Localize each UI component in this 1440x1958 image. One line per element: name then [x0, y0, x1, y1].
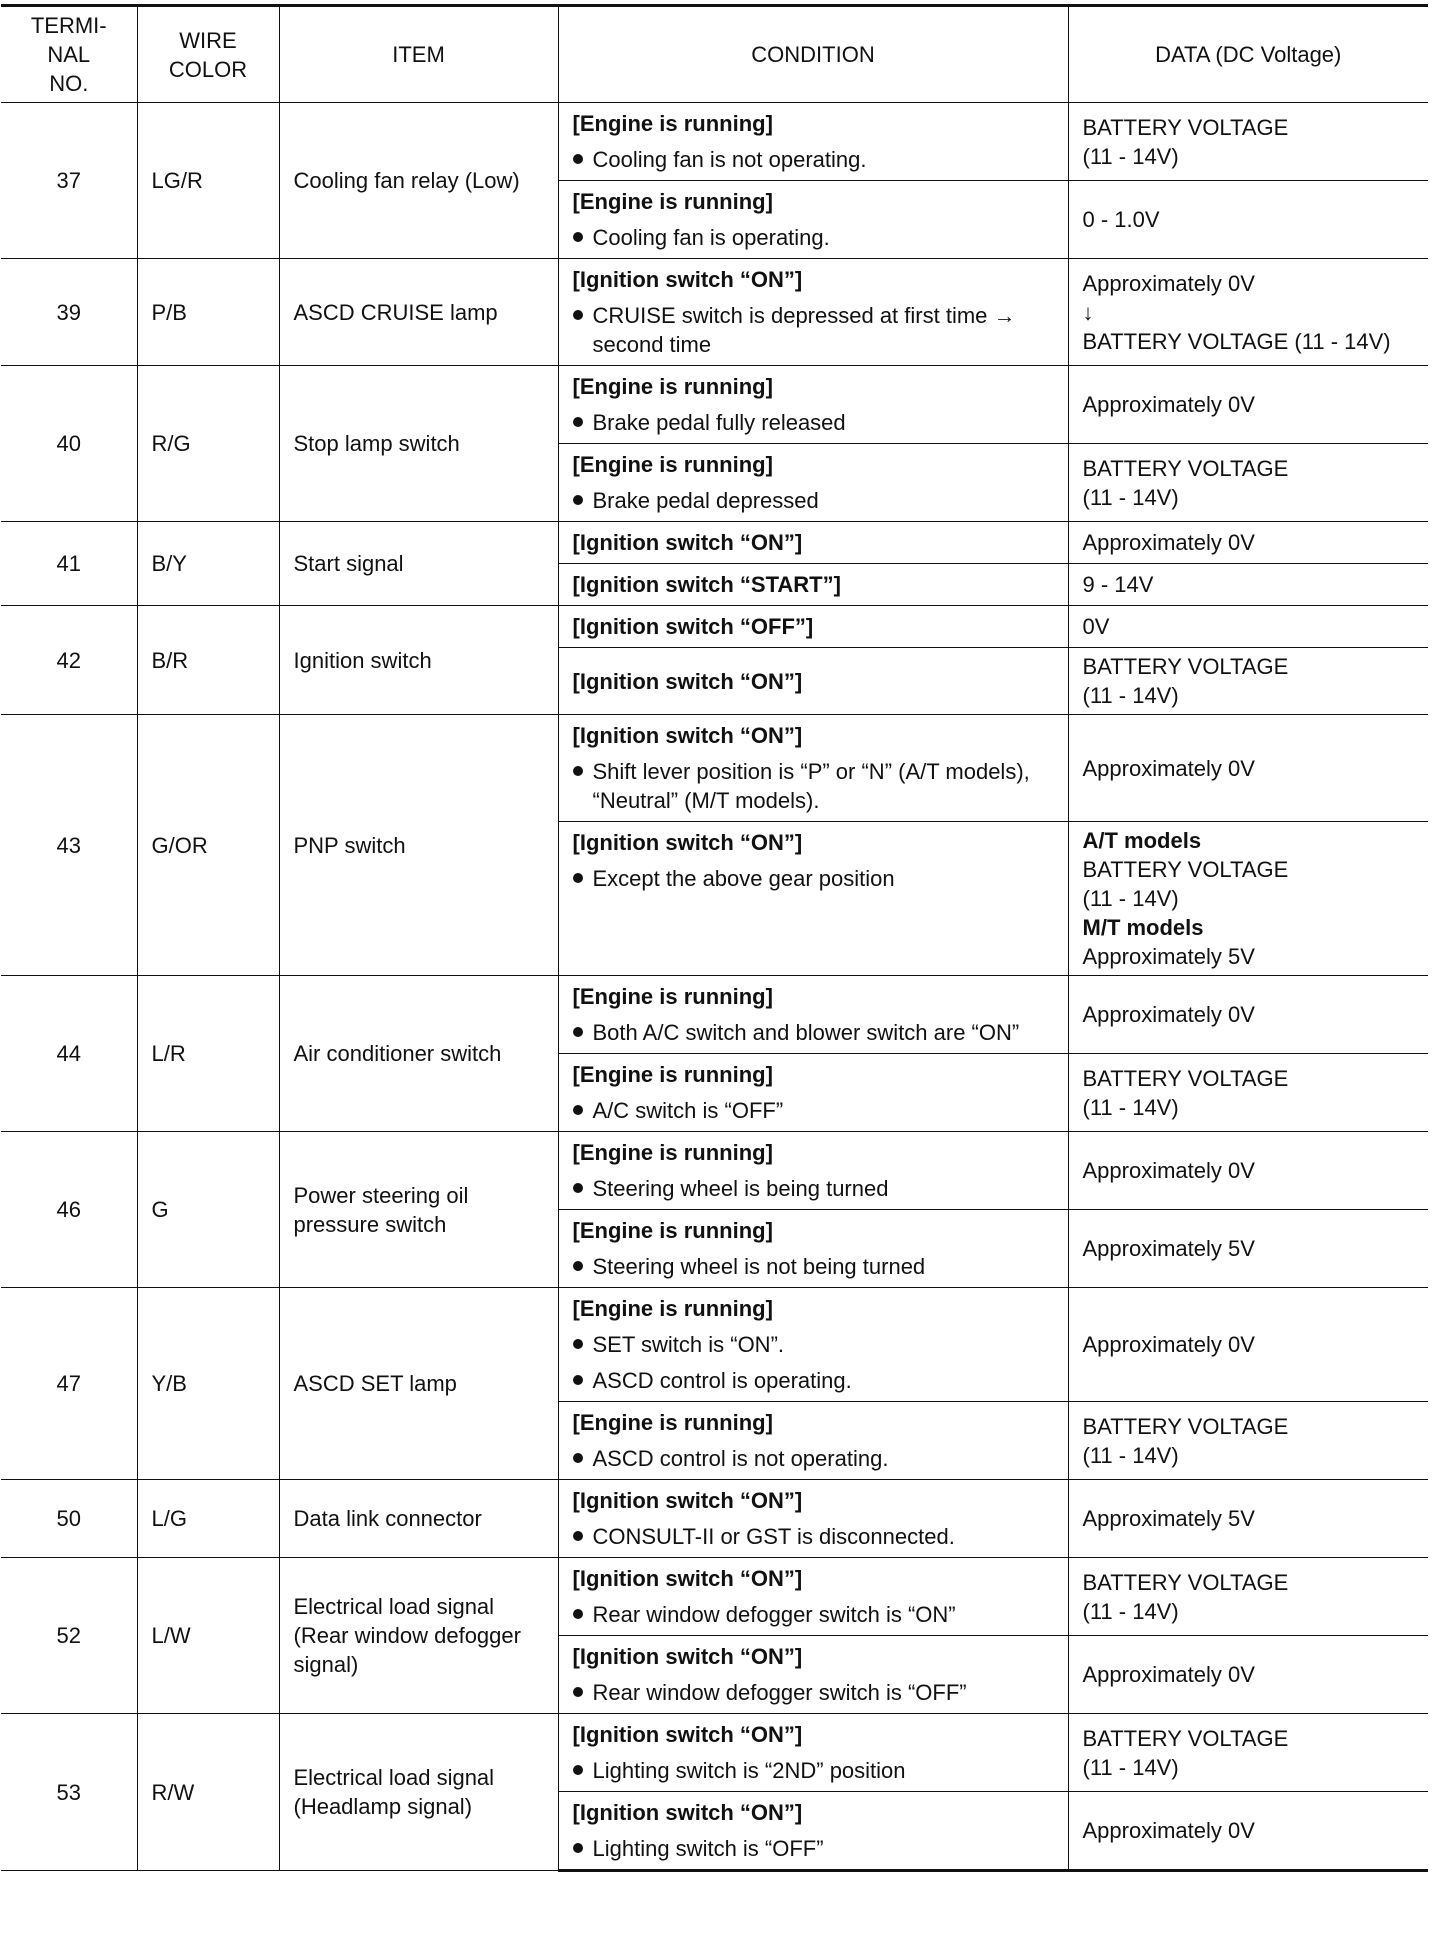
bullet-dot-icon	[573, 1531, 583, 1541]
bullet-dot-icon	[573, 1027, 583, 1037]
data-voltage-line: Approximately 0V	[1082, 1818, 1255, 1843]
data-voltage-line: BATTERY VOLTAGE	[1082, 114, 1289, 140]
wire-color: B/R	[137, 606, 279, 715]
bullet-dot-icon	[573, 1261, 583, 1271]
condition-header: [Ignition switch “ON”]	[572, 530, 803, 555]
condition-header: [Ignition switch “ON”]	[572, 1566, 803, 1591]
condition-cell	[558, 444, 1068, 522]
condition-bullet-text: CONSULT-II or GST is disconnected.	[592, 1524, 955, 1549]
condition-cell	[558, 259, 1068, 366]
condition-header: [Engine is running]	[572, 1140, 773, 1165]
condition-bullet	[573, 408, 1060, 437]
data-voltage-cell	[1068, 648, 1428, 715]
wire-color: L/R	[137, 976, 279, 1132]
condition-bullet-text: Brake pedal fully released	[592, 410, 846, 435]
bullet-dot-icon	[573, 1375, 583, 1385]
data-voltage-cell	[1068, 822, 1428, 976]
data-voltage-cell	[1068, 522, 1428, 564]
data-voltage-line: (11 - 14V)	[1082, 484, 1179, 510]
condition-bullet	[573, 1096, 1060, 1125]
header-wire-color: WIRE COLOR	[137, 6, 279, 103]
data-voltage-line: BATTERY VOLTAGE	[1082, 1725, 1289, 1751]
data-voltage-line: (11 - 14V)	[1082, 1442, 1179, 1468]
condition-bullet-text: Lighting switch is “2ND” position	[592, 1758, 906, 1783]
condition-header: [Engine is running]	[572, 111, 773, 136]
data-voltage-line: Approximately 0V	[1082, 270, 1255, 296]
data-voltage-cell	[1068, 181, 1428, 259]
header-item: ITEM	[279, 6, 558, 103]
item-name: ASCD CRUISE lamp	[279, 259, 558, 366]
terminal-number: 46	[1, 1132, 137, 1288]
data-voltage-line: BATTERY VOLTAGE (11 - 14V)	[1082, 328, 1391, 354]
condition-bullet	[573, 864, 1060, 893]
condition-bullet	[573, 1444, 1060, 1473]
condition-header: [Ignition switch “ON”]	[572, 723, 803, 748]
terminal-data-table	[1, 4, 1428, 1872]
bullet-dot-icon	[573, 310, 583, 320]
header-row	[1, 6, 1428, 103]
table-row	[1, 522, 1428, 564]
condition-bullet-text: Lighting switch is “OFF”	[592, 1836, 824, 1861]
condition-bullet	[573, 757, 1060, 815]
data-voltage-cell	[1068, 444, 1428, 522]
wire-color: R/W	[137, 1714, 279, 1871]
data-voltage-line: Approximately 5V	[1082, 1506, 1255, 1531]
data-voltage-line: BATTERY VOLTAGE	[1082, 1569, 1289, 1595]
condition-cell	[558, 1792, 1068, 1871]
data-voltage-line: Approximately 0V	[1082, 755, 1255, 781]
condition-header: [Engine is running]	[572, 1410, 773, 1435]
terminal-number: 53	[1, 1714, 137, 1871]
condition-bullet	[573, 1174, 1060, 1203]
data-voltage-line: BATTERY VOLTAGE	[1082, 1413, 1289, 1439]
condition-bullet	[573, 223, 1060, 252]
condition-header: [Ignition switch “ON”]	[572, 668, 803, 694]
condition-bullet	[573, 1018, 1060, 1047]
condition-header: [Engine is running]	[572, 374, 773, 399]
terminal-number: 43	[1, 715, 137, 976]
condition-bullet-text: Except the above gear position	[592, 866, 895, 891]
terminal-number: 47	[1, 1288, 137, 1480]
condition-cell	[558, 648, 1068, 715]
condition-cell	[558, 103, 1068, 181]
condition-bullet-text: Brake pedal depressed	[592, 488, 819, 513]
condition-cell	[558, 1558, 1068, 1636]
table-row	[1, 1714, 1428, 1792]
condition-bullet-text: Rear window defogger switch is “ON”	[592, 1602, 956, 1627]
condition-header: [Ignition switch “ON”]	[572, 1800, 803, 1825]
condition-bullet-text: Cooling fan is not operating.	[592, 147, 867, 172]
condition-bullet	[573, 486, 1060, 515]
bullet-dot-icon	[573, 1105, 583, 1115]
terminal-number: 41	[1, 522, 137, 606]
condition-bullet	[573, 1366, 1060, 1395]
data-voltage-cell	[1068, 606, 1428, 648]
data-voltage-line: Approximately 0V	[1082, 1662, 1255, 1687]
bullet-dot-icon	[573, 1453, 583, 1463]
wire-color: Y/B	[137, 1288, 279, 1480]
data-voltage-line: Approximately 0V	[1082, 1158, 1255, 1183]
table-row	[1, 366, 1428, 444]
item-name: Stop lamp switch	[279, 366, 558, 522]
data-voltage-line: (11 - 14V)	[1082, 886, 1179, 911]
condition-header: [Ignition switch “OFF”]	[572, 614, 814, 639]
condition-bullet-text: CRUISE switch is depressed at first time → second time	[592, 303, 1016, 357]
condition-header: [Engine is running]	[572, 1218, 773, 1243]
condition-cell	[558, 1636, 1068, 1714]
condition-header: [Ignition switch “ON”]	[572, 1722, 803, 1747]
condition-cell	[558, 522, 1068, 564]
data-voltage-cell	[1068, 715, 1428, 822]
terminal-number: 39	[1, 259, 137, 366]
condition-cell	[558, 1480, 1068, 1558]
data-voltage-line: BATTERY VOLTAGE	[1082, 857, 1289, 882]
condition-cell	[558, 1210, 1068, 1288]
data-voltage-line: Approximately 0V	[1082, 530, 1255, 555]
data-voltage-line: Approximately 5V	[1082, 944, 1255, 969]
table-row	[1, 1288, 1428, 1402]
data-voltage-cell	[1068, 564, 1428, 606]
table-row	[1, 259, 1428, 366]
condition-bullet-text: Rear window defogger switch is “OFF”	[592, 1680, 967, 1705]
bullet-dot-icon	[573, 1339, 583, 1349]
data-voltage-cell	[1068, 1558, 1428, 1636]
wire-color: G/OR	[137, 715, 279, 976]
data-voltage-line: Approximately 0V	[1082, 1002, 1255, 1027]
data-voltage-cell	[1068, 1288, 1428, 1402]
condition-header: [Engine is running]	[572, 1296, 773, 1321]
data-voltage-line: A/T models	[1082, 828, 1202, 853]
table-row	[1, 103, 1428, 181]
wire-color: B/Y	[137, 522, 279, 606]
condition-cell	[558, 822, 1068, 976]
item-name: Cooling fan relay (Low)	[279, 103, 558, 259]
terminal-number: 37	[1, 103, 137, 259]
data-voltage-line: (11 - 14V)	[1082, 1754, 1179, 1780]
data-voltage-line: 0 - 1.0V	[1082, 207, 1160, 232]
item-name: ASCD SET lamp	[279, 1288, 558, 1480]
bullet-dot-icon	[573, 1183, 583, 1193]
bullet-dot-icon	[573, 1609, 583, 1619]
data-voltage-cell	[1068, 1714, 1428, 1792]
terminal-number: 44	[1, 976, 137, 1132]
data-voltage-line: Approximately 5V	[1082, 1236, 1255, 1261]
table-body	[1, 103, 1428, 1871]
data-voltage-line: (11 - 14V)	[1082, 683, 1179, 708]
data-voltage-line: 9 - 14V	[1082, 572, 1154, 597]
condition-bullet-text: A/C switch is “OFF”	[592, 1098, 784, 1123]
item-name: Ignition switch	[279, 606, 558, 715]
data-voltage-line: (11 - 14V)	[1082, 143, 1179, 169]
condition-cell	[558, 1288, 1068, 1402]
condition-header: [Ignition switch “START”]	[572, 572, 841, 597]
condition-cell	[558, 1132, 1068, 1210]
table-row	[1, 1480, 1428, 1558]
terminal-number: 40	[1, 366, 137, 522]
condition-bullet-text: Shift lever position is “P” or “N” (A/T models), “Neutral” (M/T models).	[592, 759, 1030, 813]
condition-bullet	[573, 1522, 1060, 1551]
wire-color: G	[137, 1132, 279, 1288]
condition-bullet-text: Both A/C switch and blower switch are “ON”	[592, 1020, 1020, 1045]
wire-color: L/W	[137, 1558, 279, 1714]
item-name: Start signal	[279, 522, 558, 606]
data-voltage-cell	[1068, 1132, 1428, 1210]
item-name: Air conditioner switch	[279, 976, 558, 1132]
wire-color: LG/R	[137, 103, 279, 259]
data-voltage-line: ↓	[1082, 299, 1094, 325]
data-voltage-cell	[1068, 1480, 1428, 1558]
bullet-dot-icon	[573, 232, 583, 242]
terminal-number: 52	[1, 1558, 137, 1714]
data-voltage-line: BATTERY VOLTAGE	[1082, 1065, 1289, 1091]
condition-cell	[558, 181, 1068, 259]
condition-header: [Engine is running]	[572, 1062, 773, 1087]
item-name: Electrical load signal (Headlamp signal)	[279, 1714, 558, 1871]
condition-header: [Ignition switch “ON”]	[572, 267, 803, 292]
bullet-dot-icon	[573, 154, 583, 164]
bullet-dot-icon	[573, 766, 583, 776]
terminal-number: 50	[1, 1480, 137, 1558]
condition-header: [Ignition switch “ON”]	[572, 1488, 803, 1513]
condition-cell	[558, 1054, 1068, 1132]
condition-bullet	[573, 1600, 1060, 1629]
table-header	[1, 6, 1428, 103]
condition-bullet	[573, 1756, 1060, 1785]
data-voltage-cell	[1068, 1792, 1428, 1871]
condition-header: [Engine is running]	[572, 189, 773, 214]
data-voltage-line: Approximately 0V	[1082, 1332, 1255, 1357]
bullet-dot-icon	[573, 873, 583, 883]
data-voltage-cell	[1068, 1402, 1428, 1480]
condition-cell	[558, 564, 1068, 606]
condition-bullet	[573, 301, 1060, 359]
condition-cell	[558, 715, 1068, 822]
table-row	[1, 606, 1428, 648]
table-row	[1, 976, 1428, 1054]
data-voltage-cell	[1068, 976, 1428, 1054]
table-row	[1, 1558, 1428, 1636]
bullet-dot-icon	[573, 1843, 583, 1853]
bullet-dot-icon	[573, 495, 583, 505]
table-row	[1, 1132, 1428, 1210]
header-terminal-no: TERMI- NAL NO.	[1, 6, 137, 103]
item-name: Data link connector	[279, 1480, 558, 1558]
data-voltage-cell	[1068, 1054, 1428, 1132]
wire-color: P/B	[137, 259, 279, 366]
condition-bullet-text: ASCD control is operating.	[592, 1368, 852, 1393]
terminal-number: 42	[1, 606, 137, 715]
condition-bullet	[573, 1252, 1060, 1281]
condition-bullet-text: Cooling fan is operating.	[592, 225, 830, 250]
data-voltage-cell	[1068, 366, 1428, 444]
item-name: PNP switch	[279, 715, 558, 976]
condition-bullet-text: SET switch is “ON”.	[592, 1332, 785, 1357]
condition-cell	[558, 366, 1068, 444]
condition-cell	[558, 976, 1068, 1054]
data-voltage-cell	[1068, 1636, 1428, 1714]
wire-color: L/G	[137, 1480, 279, 1558]
bullet-dot-icon	[573, 1765, 583, 1775]
data-voltage-line: (11 - 14V)	[1082, 1598, 1179, 1624]
data-voltage-line: Approximately 0V	[1082, 392, 1255, 417]
condition-bullet-text: ASCD control is not operating.	[592, 1446, 889, 1471]
bullet-dot-icon	[573, 1687, 583, 1697]
condition-cell	[558, 1714, 1068, 1792]
condition-bullet	[573, 1678, 1060, 1707]
condition-header: [Engine is running]	[572, 452, 773, 477]
data-voltage-line: BATTERY VOLTAGE	[1082, 654, 1289, 679]
bullet-dot-icon	[573, 417, 583, 427]
terminal-table-container	[1, 4, 1428, 1872]
item-name: Electrical load signal (Rear window defogger signal)	[279, 1558, 558, 1714]
condition-cell	[558, 1402, 1068, 1480]
header-condition: CONDITION	[558, 6, 1068, 103]
condition-bullet	[573, 145, 1060, 174]
data-voltage-line: BATTERY VOLTAGE	[1082, 455, 1289, 481]
condition-cell	[558, 606, 1068, 648]
data-voltage-line: (11 - 14V)	[1082, 1094, 1179, 1120]
condition-bullet-text: Steering wheel is being turned	[592, 1176, 889, 1201]
data-voltage-cell	[1068, 259, 1428, 366]
condition-bullet	[573, 1330, 1060, 1359]
data-voltage-line: 0V	[1082, 614, 1110, 639]
condition-bullet-text: Steering wheel is not being turned	[592, 1254, 926, 1279]
condition-header: [Engine is running]	[572, 984, 773, 1009]
wire-color: R/G	[137, 366, 279, 522]
condition-bullet	[573, 1834, 1060, 1863]
item-name: Power steering oil pressure switch	[279, 1132, 558, 1288]
data-voltage-line: M/T models	[1082, 915, 1204, 940]
header-data: DATA (DC Voltage)	[1068, 6, 1428, 103]
data-voltage-cell	[1068, 1210, 1428, 1288]
condition-header: [Ignition switch “ON”]	[572, 830, 803, 855]
condition-header: [Ignition switch “ON”]	[572, 1644, 803, 1669]
table-row	[1, 715, 1428, 822]
data-voltage-cell	[1068, 103, 1428, 181]
